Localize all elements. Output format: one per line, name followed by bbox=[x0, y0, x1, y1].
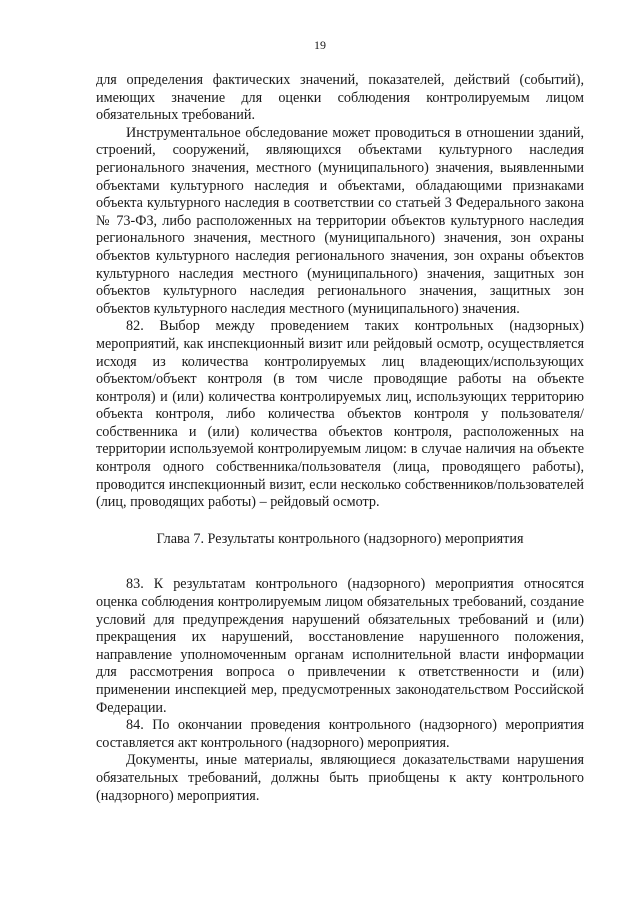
paragraph-83: 83. К результатам контрольного (надзорного) мероприятия относятся оценка соблюдения контролируемым лицом обязательных требований, создание условий для предупреждения нарушений обязательных требований и (или) прекращения их нарушений, восстановление нарушенного положения, направление уполномоченным органам исполнительной власти информации для рассмотрения вопроса о привлечении к ответственности и (или) применении инспекцией мер, предусмотренных законодательством Российской Федерации. bbox=[96, 576, 584, 716]
chapter-title: Глава 7. Результаты контрольного (надзорного) мероприятия bbox=[156, 530, 524, 547]
paragraph-documents: Документы, иные материалы, являющиеся доказательствами нарушения обязательных требований, должны быть приобщены к акту контрольного (надзорного) мероприятия. bbox=[96, 752, 584, 804]
paragraph-instrumental-inspection: Инструментальное обследование может проводиться в отношении зданий, строений, сооружений, являющихся объектами культурного наследия регионального значения, местного (муниципального) значения, выявленными объектами культурного наследия и объектами, обладающими признаками объекта культурного наследия в соответствии со статьей 3 Федерального закона № 73-ФЗ, либо расположенных на территории объектов культурного наследия регионального значения, местного (муниципального) значения, зон охраны объектов культурного наследия регионального значения, зон охраны объектов культурного наследия местного (муниципального) значения, защитных зон объектов культурного наследия регионального значения, защитных зон объектов культурного наследия местного (муниципального) значения. bbox=[96, 124, 584, 317]
paragraph-82: 82. Выбор между проведением таких контрольных (надзорных) мероприятий, как инспекционный визит или рейдовый осмотр, осуществляется исходя из количества контролируемых лиц владеющих/использующих объектом/объект контроля (в том числе проводящие работы на объекте контроля) и (или) количества контролируемых лиц, использующих территорию объекта контроля, либо количества объектов контроля у пользователя/собственника и (или) количества объектов контроля, расположенных на территории используемой контролируемым лицом: в случае наличия на объекте контроля одного собственника/пользователя (лица, проводящего работы), проводится инспекционный визит, если несколько собственников/пользователей (лиц, проводящих работы) – рейдовый осмотр. bbox=[96, 318, 584, 511]
paragraph-84: 84. По окончании проведения контрольного (надзорного) мероприятия составляется акт контрольного (надзорного) мероприятия. bbox=[96, 717, 584, 751]
document-body bbox=[96, 72, 584, 805]
page-number: 19 bbox=[314, 38, 326, 52]
paragraph-continuation: для определения фактических значений, показателей, действий (событий), имеющих значение для оценки соблюдения контролируемым лицом обязательных требований. bbox=[96, 72, 584, 124]
